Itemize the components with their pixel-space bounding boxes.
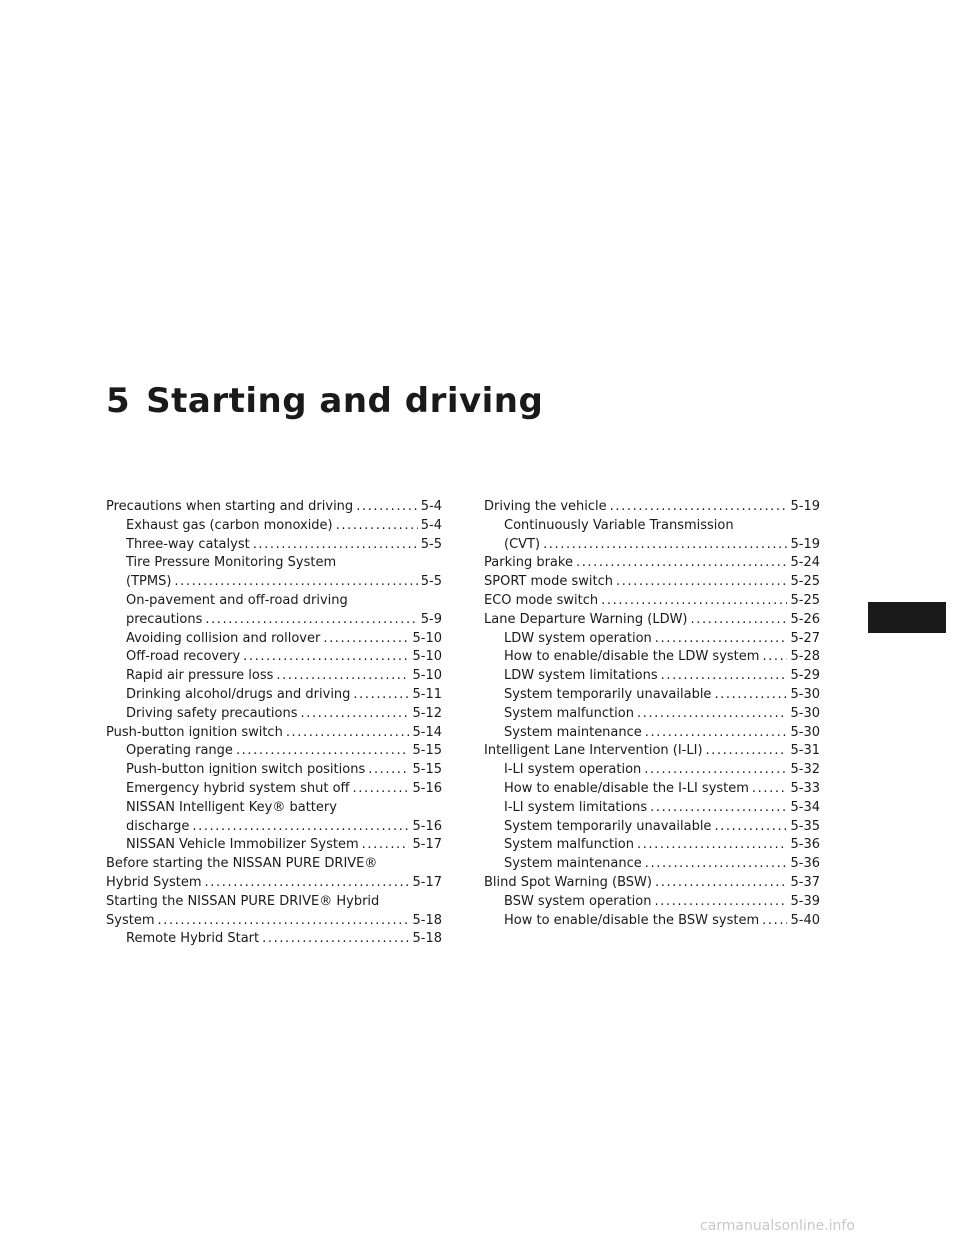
toc-entry-title: Precautions when starting and driving <box>106 499 354 514</box>
toc-leader-dots <box>576 554 788 573</box>
toc-page-number: 5-27 <box>790 630 820 646</box>
toc-entry-row <box>484 611 820 630</box>
toc-entry-title: System <box>106 912 155 928</box>
toc-entry-row <box>106 724 442 743</box>
toc-entry-row <box>484 648 820 667</box>
toc-entry-title: discharge <box>126 818 190 834</box>
toc-entry-title: I-LI system limitations <box>504 799 648 815</box>
toc-entry-row <box>106 648 442 667</box>
toc-entry-title-line: NISSAN Intelligent Key® battery <box>126 799 337 815</box>
toc-entry[interactable] <box>484 912 820 931</box>
toc-entry-row <box>484 573 820 592</box>
toc-entry-title: System malfunction <box>504 705 634 721</box>
toc-page-number: 5-17 <box>412 874 442 890</box>
chapter-side-tab <box>868 602 946 633</box>
watermark: carmanualsonline.info <box>700 1218 855 1234</box>
toc-entry-row <box>106 686 442 705</box>
toc-entry[interactable] <box>484 780 820 799</box>
toc-entry[interactable] <box>106 705 442 724</box>
toc-entry-row <box>484 686 820 705</box>
toc-leader-dots <box>336 517 418 536</box>
toc-entry-row <box>106 930 442 949</box>
toc-entry-row <box>106 611 442 630</box>
toc-page-number: 5-30 <box>790 686 820 702</box>
toc-page-number: 5-36 <box>790 856 820 872</box>
toc-entry-title: System maintenance <box>504 724 642 740</box>
toc-page-number: 5-33 <box>790 780 820 796</box>
toc-entry[interactable] <box>484 893 820 912</box>
toc-entry[interactable] <box>106 498 442 517</box>
toc-entry-title: Intelligent Lane Intervention (I-LI) <box>484 743 703 759</box>
toc-entry-title: Lane Departure Warning (LDW) <box>484 611 688 627</box>
toc-page-number: 5-19 <box>790 499 820 514</box>
toc-page-number: 5-19 <box>790 536 820 552</box>
toc-entry-row <box>484 799 820 818</box>
toc-leader-dots <box>243 648 409 667</box>
toc-leader-dots <box>353 780 410 799</box>
toc-entry[interactable] <box>106 630 442 649</box>
toc-leader-dots <box>601 592 787 611</box>
toc-entry[interactable] <box>484 742 820 761</box>
toc-leader-dots <box>362 836 410 855</box>
toc-page-number: 5-30 <box>790 705 820 721</box>
toc-leader-dots <box>157 912 409 931</box>
toc-entry[interactable] <box>484 648 820 667</box>
toc-entry[interactable] <box>106 648 442 667</box>
toc-entry-row <box>106 742 442 761</box>
toc-entry[interactable] <box>106 724 442 743</box>
chapter-title-text: Starting and driving <box>146 380 544 421</box>
toc-entry-title: Emergency hybrid system shut off <box>126 780 350 796</box>
toc-entry-row <box>484 592 820 611</box>
toc-page-number: 5-30 <box>790 724 820 740</box>
toc-entry-row <box>484 874 820 893</box>
toc-leader-dots <box>637 705 788 724</box>
toc-entry-title: System malfunction <box>504 837 634 853</box>
toc-entry[interactable] <box>106 554 442 592</box>
toc-page-number: 5-10 <box>412 649 442 665</box>
toc-leader-dots <box>286 724 410 743</box>
toc-page-number: 5-15 <box>412 762 442 778</box>
toc-entry-row <box>484 554 820 573</box>
toc-entry-row <box>484 780 820 799</box>
toc-entry-row <box>106 536 442 555</box>
toc-entry-row <box>106 573 442 592</box>
toc-page-number: 5-29 <box>790 668 820 684</box>
toc-entry[interactable] <box>484 611 820 630</box>
toc-leader-dots <box>356 498 418 517</box>
toc-page-number: 5-16 <box>412 780 442 796</box>
toc-entry-row <box>106 780 442 799</box>
toc-leader-dots <box>691 611 788 630</box>
toc-entry-row <box>484 498 820 517</box>
toc-entry-title: Hybrid System <box>106 874 202 890</box>
toc-leader-dots <box>300 705 409 724</box>
toc-entry-title: Driving safety precautions <box>126 705 298 721</box>
toc-entry[interactable] <box>106 536 442 555</box>
toc-entry-title-line: Continuously Variable Transmission <box>504 517 734 533</box>
toc-entry[interactable] <box>106 686 442 705</box>
toc-column-right <box>484 498 820 930</box>
toc-leader-dots <box>645 724 788 743</box>
toc-page-number: 5-18 <box>412 912 442 928</box>
toc-page-number: 5-25 <box>790 574 820 590</box>
toc-page-number: 5-5 <box>420 574 442 590</box>
toc-entry-row <box>484 724 820 743</box>
toc-leader-dots <box>655 630 788 649</box>
toc-page-number: 5-10 <box>412 668 442 684</box>
toc-entry-title-line: Tire Pressure Monitoring System <box>126 555 337 571</box>
toc-entry-row <box>484 705 820 724</box>
toc-page-number: 5-34 <box>790 799 820 815</box>
toc-entry[interactable] <box>484 592 820 611</box>
toc-page-number: 5-16 <box>412 818 442 834</box>
toc-page-number: 5-18 <box>412 931 442 947</box>
toc-entry-row <box>484 912 820 931</box>
toc-leader-dots <box>174 573 417 592</box>
toc-entry[interactable] <box>484 498 820 517</box>
toc-entry[interactable] <box>484 517 820 555</box>
toc-page-number: 5-11 <box>412 686 442 702</box>
toc-page-number: 5-12 <box>412 705 442 721</box>
toc-entry[interactable] <box>484 573 820 592</box>
toc-leader-dots <box>654 893 787 912</box>
toc-entry-title: Parking brake <box>484 555 573 571</box>
toc-leader-dots <box>192 818 409 837</box>
toc-page-number: 5-36 <box>790 837 820 853</box>
toc-entry-title: (CVT) <box>504 536 541 552</box>
toc-entry[interactable] <box>106 893 442 931</box>
toc-entry-row <box>484 836 820 855</box>
toc-leader-dots <box>236 742 410 761</box>
toc-entry-row <box>484 630 820 649</box>
toc-leader-dots <box>762 648 787 667</box>
toc-entry-title: Driving the vehicle <box>484 499 607 514</box>
toc-leader-dots <box>205 611 417 630</box>
toc-entry[interactable] <box>484 874 820 893</box>
toc-entry-title: Rapid air pressure loss <box>126 668 274 684</box>
toc-entry-row <box>484 742 820 761</box>
toc-leader-dots <box>706 742 788 761</box>
toc-entry-title: LDW system limitations <box>504 668 658 684</box>
toc-entry-row <box>106 836 442 855</box>
toc-page-number: 5-25 <box>790 592 820 608</box>
toc-leader-dots <box>543 536 787 555</box>
toc-page-number: 5-28 <box>790 649 820 665</box>
toc-entry[interactable] <box>484 724 820 743</box>
toc-leader-dots <box>655 874 788 893</box>
toc-entry[interactable] <box>106 517 442 536</box>
toc-entry-row <box>484 855 820 874</box>
toc-entry-row <box>484 536 820 555</box>
toc-entry[interactable] <box>106 836 442 855</box>
toc-page-number: 5-37 <box>790 874 820 890</box>
toc-leader-dots <box>752 780 788 799</box>
toc-entry-row <box>106 912 442 931</box>
toc-entry-title: SPORT mode switch <box>484 574 613 590</box>
toc-page-number: 5-31 <box>790 743 820 759</box>
toc-page-number: 5-15 <box>412 743 442 759</box>
toc-entry-title: precautions <box>126 611 203 627</box>
toc-leader-dots <box>353 686 409 705</box>
toc-leader-dots <box>276 667 409 686</box>
toc-entry[interactable] <box>106 742 442 761</box>
toc-entry-title-line: On-pavement and off-road driving <box>126 592 348 608</box>
toc-column-left <box>106 498 442 949</box>
toc-entry-title: How to enable/disable the BSW system <box>504 912 760 928</box>
toc-page-number: 5-32 <box>790 762 820 778</box>
toc-entry[interactable] <box>484 818 820 837</box>
toc-leader-dots <box>645 855 788 874</box>
toc-entry-row <box>106 498 442 517</box>
toc-page-number: 5-4 <box>420 517 442 533</box>
toc-entry-title: How to enable/disable the I-LI system <box>504 780 749 796</box>
toc-leader-dots <box>323 630 409 649</box>
toc-entry-title: NISSAN Vehicle Immobilizer System <box>126 837 359 853</box>
toc-page-number: 5-40 <box>790 912 820 928</box>
toc-leader-dots <box>714 818 787 837</box>
toc-entry-title: Remote Hybrid Start <box>126 931 260 947</box>
toc-entry[interactable] <box>484 836 820 855</box>
toc-entry-title: Exhaust gas (carbon monoxide) <box>126 517 333 533</box>
toc-page-number: 5-24 <box>790 555 820 571</box>
toc-page-number: 5-5 <box>420 536 442 552</box>
toc-page-number: 5-17 <box>412 837 442 853</box>
toc-leader-dots <box>368 761 409 780</box>
toc-entry-title: How to enable/disable the LDW system <box>504 649 760 665</box>
toc-entry-title: System temporarily unavailable <box>504 818 712 834</box>
toc-entry[interactable] <box>106 855 442 893</box>
toc-entry[interactable] <box>484 855 820 874</box>
toc-entry[interactable] <box>106 780 442 799</box>
toc-entry-title: LDW system operation <box>504 630 652 646</box>
toc-entry-row <box>484 761 820 780</box>
toc-entry-title: ECO mode switch <box>484 592 599 608</box>
toc-entry-title: Avoiding collision and rollover <box>126 630 321 646</box>
toc-leader-dots <box>644 761 787 780</box>
toc-page-number: 5-4 <box>420 499 442 514</box>
toc-entry[interactable] <box>106 667 442 686</box>
toc-leader-dots <box>661 667 788 686</box>
toc-page-number: 5-39 <box>790 893 820 909</box>
toc-entry-row <box>484 667 820 686</box>
toc-leader-dots <box>714 686 787 705</box>
toc-entry[interactable] <box>484 799 820 818</box>
toc-entry-title-line: Starting the NISSAN PURE DRIVE® Hybrid <box>106 893 380 909</box>
toc-entry-title: System maintenance <box>504 856 642 872</box>
toc-page-number: 5-9 <box>420 611 442 627</box>
toc-entry-title: Three-way catalyst <box>126 536 250 552</box>
toc-entry-title: BSW system operation <box>504 893 652 909</box>
toc-leader-dots <box>205 874 410 893</box>
chapter-number: 5 <box>106 380 131 421</box>
toc-entry-row <box>106 818 442 837</box>
toc-entry[interactable] <box>484 705 820 724</box>
toc-entry-title: Push-button ignition switch <box>106 724 283 740</box>
toc-leader-dots <box>637 836 788 855</box>
toc-leader-dots <box>262 930 409 949</box>
toc-entry[interactable] <box>106 761 442 780</box>
toc-entry-row <box>106 874 442 893</box>
toc-entry-title: Operating range <box>126 743 233 759</box>
toc-page-number: 5-35 <box>790 818 820 834</box>
toc-entry[interactable] <box>484 686 820 705</box>
toc-leader-dots <box>253 536 418 555</box>
toc-leader-dots <box>610 498 788 517</box>
toc-entry-row <box>106 630 442 649</box>
toc-entry-row <box>106 667 442 686</box>
toc-entry-row <box>106 705 442 724</box>
toc-entry[interactable] <box>484 630 820 649</box>
toc-entry-title: (TPMS) <box>126 574 172 590</box>
toc-entry-row <box>106 761 442 780</box>
toc-entry[interactable] <box>106 930 442 949</box>
toc-page-number: 5-10 <box>412 630 442 646</box>
toc-entry-title-line: Before starting the NISSAN PURE DRIVE® <box>106 856 378 872</box>
toc-entry[interactable] <box>484 554 820 573</box>
toc-leader-dots <box>650 799 787 818</box>
toc-entry-title: Drinking alcohol/drugs and driving <box>126 686 351 702</box>
toc-entry-title: I-LI system operation <box>504 762 642 778</box>
toc-entry-row <box>484 893 820 912</box>
toc-entry[interactable] <box>484 667 820 686</box>
toc-entry-row <box>106 517 442 536</box>
toc-entry[interactable] <box>484 761 820 780</box>
toc-entry-title: Push-button ignition switch positions <box>126 762 366 778</box>
toc-entry[interactable] <box>106 799 442 837</box>
toc-entry-title: Blind Spot Warning (BSW) <box>484 874 652 890</box>
toc-page-number: 5-14 <box>412 724 442 740</box>
toc-entry-title: System temporarily unavailable <box>504 686 712 702</box>
toc-leader-dots <box>762 912 787 931</box>
chapter-title <box>106 381 543 421</box>
toc-page-number: 5-26 <box>790 611 820 627</box>
toc-leader-dots <box>616 573 788 592</box>
toc-entry-row <box>484 818 820 837</box>
toc-entry[interactable] <box>106 592 442 630</box>
toc-entry-title: Off-road recovery <box>126 649 241 665</box>
